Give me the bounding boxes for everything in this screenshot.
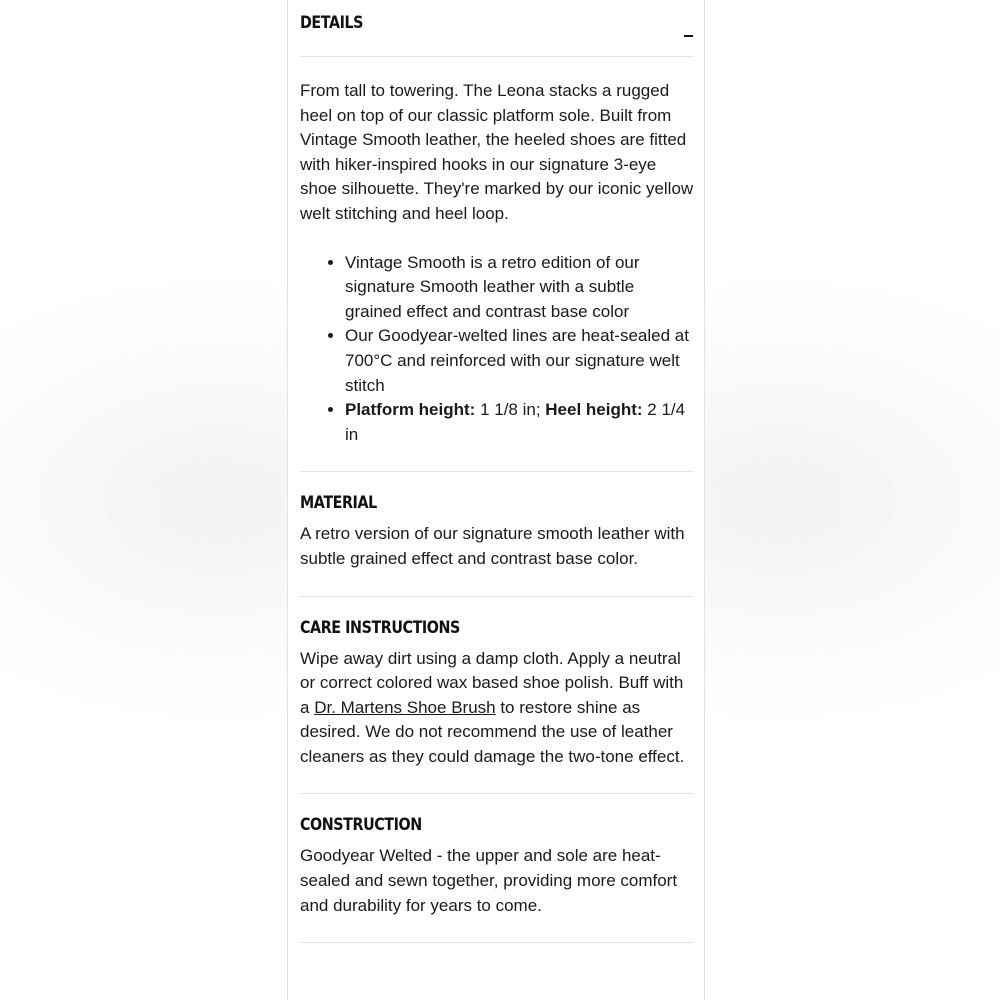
care-text-before: Wipe away dirt using a damp cloth. Apply a neutral or correct colored wax based shoe polish. Buff with a xyxy=(300,648,684,717)
material-heading: MATERIAL xyxy=(300,493,377,514)
heel-height-value: 2 1/4 in xyxy=(345,400,686,444)
product-info-panel xyxy=(287,0,705,1000)
care-text xyxy=(300,647,694,770)
bullet-item: • Vintage Smooth is a retro edition of our signature Smooth leather with a subtle grained effect and contrast base color xyxy=(345,251,694,325)
details-description: From tall to towering. The Leona stacks a rugged heel on top of our classic platform sole. Built from Vintage Smooth leather, the heeled shoes are fitted with hiker-inspired hooks in our signature 3-eye shoe silhouette. They're marked by our iconic yellow welt stitching and heel loop. xyxy=(300,81,694,223)
care-text-after: to restore shine as desired. We do not recommend the use of leather cleaners as they could damage the two-tone effect. xyxy=(300,697,685,766)
collapse-icon[interactable] xyxy=(684,35,693,37)
care-heading: CARE INSTRUCTIONS xyxy=(300,617,460,638)
platform-height-label: Platform height: xyxy=(345,400,476,420)
details-accordion-header[interactable] xyxy=(300,0,694,57)
shoe-brush-link[interactable]: Dr. Martens Shoe Brush xyxy=(314,697,496,717)
bullet-item: • Our Goodyear-welted lines are heat-sealed at 700°C and reinforced with our signature welt stitch xyxy=(345,324,694,398)
construction-text: Goodyear Welted - the upper and sole are heat-sealed and sewn together, providing more comfort and durability for years to come. xyxy=(300,846,678,915)
heel-height-label: Heel height: xyxy=(545,400,643,420)
details-heading: DETAILS xyxy=(300,13,364,33)
details-body xyxy=(300,57,694,472)
bullet-item-dimensions xyxy=(345,398,694,447)
care-section xyxy=(300,597,694,795)
construction-heading: CONSTRUCTION xyxy=(300,815,422,836)
construction-section xyxy=(300,794,694,943)
platform-height-value: 1 1/8 in; xyxy=(475,400,546,420)
details-bullet-list xyxy=(300,251,694,448)
material-section xyxy=(300,472,694,596)
material-text: A retro version of our signature smooth leather with subtle grained effect and contrast base color. xyxy=(300,524,685,568)
product-info-content xyxy=(300,0,694,943)
